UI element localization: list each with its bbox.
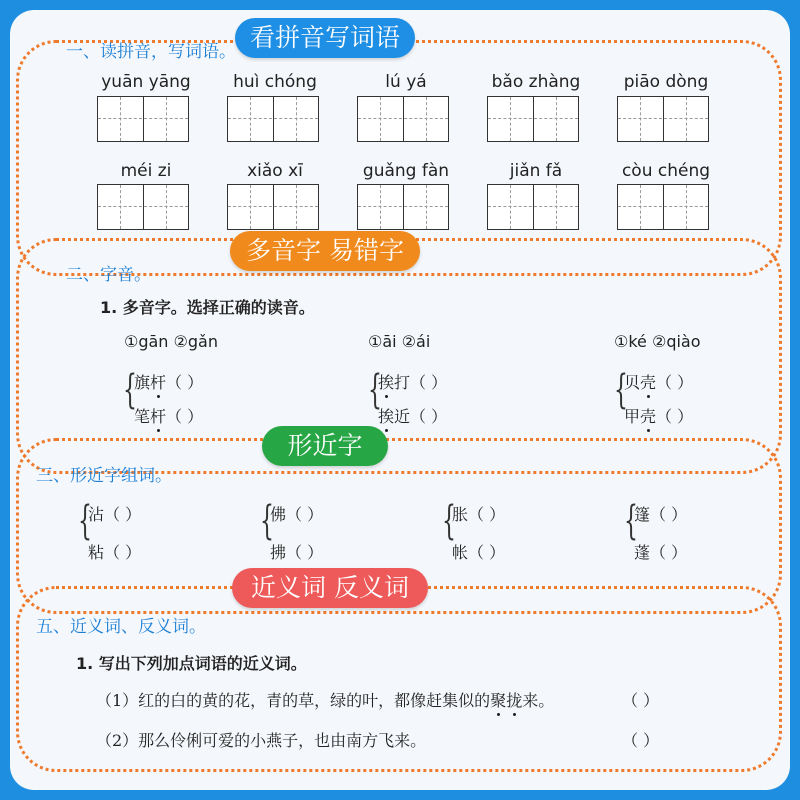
pinyin-label: lú yá — [385, 72, 427, 92]
duoyin-item-pre: 甲 — [624, 407, 641, 426]
pinyin-label: xiǎo xī — [247, 161, 303, 181]
pinyin-label: huì chóng — [233, 72, 317, 92]
dotted-char: 壳 — [640, 404, 656, 427]
brace: { — [260, 498, 274, 544]
brace: { — [123, 367, 137, 413]
section-2-title: 二、字音。 — [66, 265, 151, 285]
dotted-char: 壳 — [640, 370, 656, 393]
duoyin-options: ①ké ②qiào — [614, 332, 701, 351]
answer-blank[interactable]: （ ） — [622, 731, 660, 750]
duoyin-item-pre: 贝 — [624, 373, 641, 392]
section-1-title: 一、读拼音，写词语。 — [66, 42, 236, 62]
duoyin-item — [134, 370, 203, 393]
dotted-char: 挨 — [378, 404, 394, 427]
section-3-title: 三、形近字组词。 — [36, 466, 172, 486]
duoyin-item — [624, 370, 693, 393]
pinyin-label: bǎo zhàng — [491, 72, 581, 92]
answer-blank[interactable]: （ ） — [622, 691, 660, 710]
dotted-char: 挨 — [378, 370, 394, 393]
duoyin-item — [378, 404, 447, 427]
answer-blank[interactable]: （ ） — [656, 407, 694, 426]
brace: { — [624, 498, 638, 544]
xingjin-item[interactable]: 篷（ ） — [634, 505, 688, 524]
duoyin-item-pre: 笔 — [134, 407, 151, 426]
xingjin-item[interactable]: 沾（ ） — [88, 505, 142, 524]
writing-grid[interactable] — [97, 96, 189, 142]
jinyi-question: 1. 写出下列加点词语的近义词。 — [76, 654, 307, 673]
pinyin-label: méi zi — [120, 161, 172, 181]
xingjin-item[interactable]: 帐（ ） — [452, 543, 506, 562]
writing-grid[interactable] — [487, 96, 579, 142]
answer-blank[interactable]: （ ） — [166, 407, 204, 426]
banner-xingjin: 形近字 — [262, 426, 388, 466]
pinyin-label: còu chéng — [621, 161, 711, 181]
writing-grid[interactable] — [97, 184, 189, 230]
writing-grid[interactable] — [487, 184, 579, 230]
dotted-char: 聚 — [490, 688, 506, 711]
writing-grid[interactable] — [357, 96, 449, 142]
banner-jinyi: 近义词 反义词 — [232, 568, 428, 608]
duoyin-item — [378, 370, 447, 393]
xingjin-item[interactable]: 拂（ ） — [270, 543, 324, 562]
pinyin-label: piāo dòng — [623, 72, 709, 92]
brace: { — [368, 367, 382, 413]
worksheet-page — [10, 10, 790, 790]
brace: { — [78, 498, 92, 544]
pinyin-label: yuān yāng — [101, 72, 191, 92]
dotted-char: 杆 — [150, 404, 166, 427]
writing-grid[interactable] — [617, 184, 709, 230]
dotted-char: 杆 — [150, 370, 166, 393]
xingjin-item[interactable]: 粘（ ） — [88, 543, 142, 562]
brace: { — [614, 367, 628, 413]
pinyin-label: guǎng fàn — [362, 161, 450, 181]
jinyi-item-1 — [96, 688, 554, 711]
duoyin-question: 1. 多音字。选择正确的读音。 — [100, 298, 315, 317]
banner-duoyin: 多音字 易错字 — [230, 231, 420, 271]
writing-grid[interactable] — [227, 184, 319, 230]
duoyin-item — [624, 404, 693, 427]
duoyin-item — [134, 404, 203, 427]
section-5-title: 五、近义词、反义词。 — [36, 617, 206, 637]
jinyi-item-2: （2）那么伶俐可爱的小燕子，也由南方飞来。 — [96, 731, 427, 750]
duoyin-options: ①gān ②gǎn — [124, 332, 218, 351]
dotted-char: 拢 — [506, 688, 522, 711]
answer-blank[interactable]: 近（ ） — [394, 407, 448, 426]
xingjin-item[interactable]: 蓬（ ） — [634, 543, 688, 562]
answer-blank[interactable]: 打（ ） — [394, 373, 448, 392]
jinyi-item-1-tail: 来。 — [522, 691, 555, 710]
writing-grid[interactable] — [357, 184, 449, 230]
xingjin-item[interactable]: 佛（ ） — [270, 505, 324, 524]
duoyin-options: ①āi ②ái — [368, 332, 431, 351]
answer-blank[interactable]: （ ） — [656, 373, 694, 392]
duoyin-item-pre: 旗 — [134, 373, 151, 392]
pinyin-label: jiǎn fǎ — [509, 161, 563, 181]
jinyi-item-1-text: （1）红的白的黄的花，青的草，绿的叶，都像赶集似的 — [96, 691, 491, 710]
brace: { — [442, 498, 456, 544]
writing-grid[interactable] — [617, 96, 709, 142]
xingjin-item[interactable]: 胀（ ） — [452, 505, 506, 524]
banner-pinyin: 看拼音写词语 — [235, 18, 415, 58]
answer-blank[interactable]: （ ） — [166, 373, 204, 392]
writing-grid[interactable] — [227, 96, 319, 142]
